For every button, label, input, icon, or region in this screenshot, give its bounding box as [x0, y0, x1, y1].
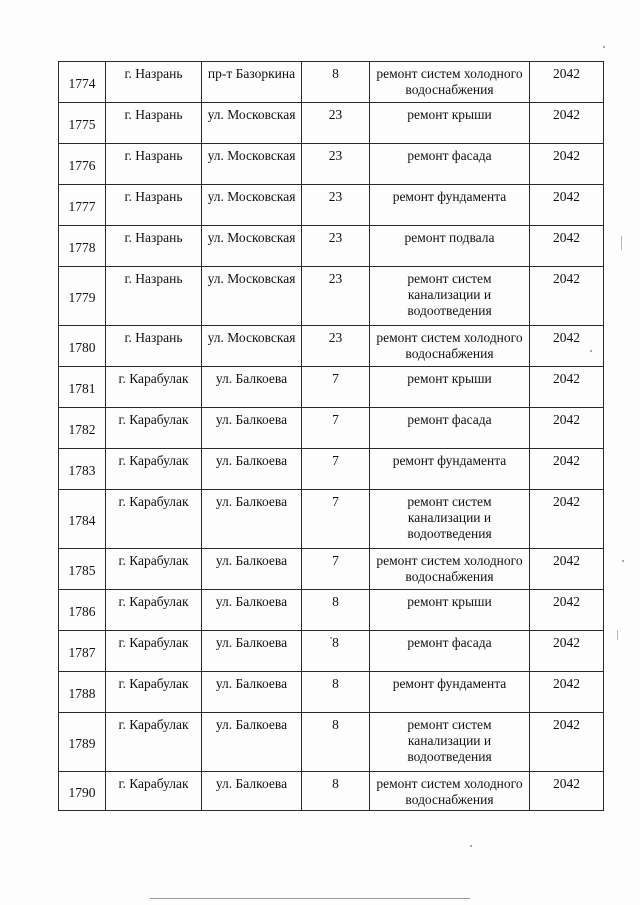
- street-cell: ул. Балкоева: [202, 549, 302, 590]
- street-cell: ул. Балкоева: [202, 672, 302, 713]
- table-row: [59, 772, 604, 811]
- row-number: 1780: [59, 326, 106, 367]
- house-number-cell: 7: [302, 490, 370, 549]
- street-cell: ул. Балкоева: [202, 367, 302, 408]
- city-cell: г. Назрань: [106, 62, 202, 103]
- city-cell: г. Карабулак: [106, 590, 202, 631]
- scan-bottom-edge: [150, 898, 470, 899]
- scan-speck: [590, 350, 592, 352]
- work-type-cell: ремонт крыши: [370, 103, 530, 144]
- house-number-cell: 7: [302, 449, 370, 490]
- row-number: 1782: [59, 408, 106, 449]
- house-number-cell: 23: [302, 185, 370, 226]
- scan-speck: [622, 560, 624, 562]
- row-number: 1784: [59, 490, 106, 549]
- house-number-cell: 23: [302, 103, 370, 144]
- street-cell: ул. Балкоева: [202, 590, 302, 631]
- table-row: [59, 449, 604, 490]
- city-cell: г. Назрань: [106, 267, 202, 326]
- work-type-cell: ремонт крыши: [370, 367, 530, 408]
- year-cell: 2042: [530, 713, 604, 772]
- street-cell: ул. Балкоева: [202, 449, 302, 490]
- year-cell: 2042: [530, 185, 604, 226]
- scan-speck: [470, 845, 472, 847]
- table-row: [59, 713, 604, 772]
- year-cell: 2042: [530, 590, 604, 631]
- table-row: [59, 490, 604, 549]
- city-cell: г. Карабулак: [106, 772, 202, 811]
- work-type-cell: ремонт систем холодного водоснабжения: [370, 772, 530, 811]
- house-number-cell: 8: [302, 590, 370, 631]
- row-number: 1781: [59, 367, 106, 408]
- row-number: 1777: [59, 185, 106, 226]
- work-type-cell: ремонт фундамента: [370, 672, 530, 713]
- house-number-cell: 8: [302, 62, 370, 103]
- work-type-cell: ремонт систем холодного водоснабжения: [370, 549, 530, 590]
- year-cell: 2042: [530, 490, 604, 549]
- work-type-cell: ремонт систем канализации и водоотведения: [370, 267, 530, 326]
- work-type-cell: ремонт фасада: [370, 631, 530, 672]
- street-cell: ул. Московская: [202, 144, 302, 185]
- city-cell: г. Назрань: [106, 144, 202, 185]
- row-number: 1783: [59, 449, 106, 490]
- house-number-cell: 8: [302, 631, 370, 672]
- house-number-cell: 7: [302, 367, 370, 408]
- scan-edge-mark: [617, 630, 618, 640]
- year-cell: 2042: [530, 367, 604, 408]
- work-type-cell: ремонт фасада: [370, 144, 530, 185]
- street-cell: ул. Московская: [202, 326, 302, 367]
- year-cell: 2042: [530, 772, 604, 811]
- work-type-cell: ремонт систем холодного водоснабжения: [370, 62, 530, 103]
- house-number-cell: 23: [302, 144, 370, 185]
- table-row: [59, 226, 604, 267]
- work-type-cell: ремонт фундамента: [370, 185, 530, 226]
- city-cell: г. Назрань: [106, 103, 202, 144]
- house-number-cell: 7: [302, 408, 370, 449]
- table-row: [59, 103, 604, 144]
- street-cell: ул. Балкоева: [202, 713, 302, 772]
- house-number-cell: 23: [302, 326, 370, 367]
- year-cell: 2042: [530, 326, 604, 367]
- row-number: 1786: [59, 590, 106, 631]
- work-type-cell: ремонт подвала: [370, 226, 530, 267]
- row-number: 1775: [59, 103, 106, 144]
- row-number: 1787: [59, 631, 106, 672]
- row-number: 1790: [59, 772, 106, 811]
- house-number-cell: 8: [302, 672, 370, 713]
- scan-edge-mark: [621, 236, 622, 250]
- year-cell: 2042: [530, 62, 604, 103]
- year-cell: 2042: [530, 144, 604, 185]
- street-cell: пр-т Базоркина: [202, 62, 302, 103]
- house-number-cell: 8: [302, 713, 370, 772]
- city-cell: г. Карабулак: [106, 713, 202, 772]
- year-cell: 2042: [530, 672, 604, 713]
- row-number: 1776: [59, 144, 106, 185]
- row-number: 1789: [59, 713, 106, 772]
- table-body: [59, 62, 604, 811]
- table-row: [59, 408, 604, 449]
- table-row: [59, 326, 604, 367]
- street-cell: ул. Московская: [202, 226, 302, 267]
- row-number: 1788: [59, 672, 106, 713]
- street-cell: ул. Московская: [202, 103, 302, 144]
- scan-speck: [330, 637, 332, 639]
- city-cell: г. Назрань: [106, 326, 202, 367]
- house-number-cell: 23: [302, 267, 370, 326]
- table-row: [59, 549, 604, 590]
- work-type-cell: ремонт фундамента: [370, 449, 530, 490]
- year-cell: 2042: [530, 103, 604, 144]
- year-cell: 2042: [530, 267, 604, 326]
- city-cell: г. Карабулак: [106, 631, 202, 672]
- row-number: 1778: [59, 226, 106, 267]
- house-number-cell: 23: [302, 226, 370, 267]
- year-cell: 2042: [530, 226, 604, 267]
- table-row: [59, 590, 604, 631]
- street-cell: ул. Балкоева: [202, 490, 302, 549]
- street-cell: ул. Балкоева: [202, 772, 302, 811]
- street-cell: ул. Балкоева: [202, 408, 302, 449]
- work-type-cell: ремонт систем канализации и водоотведения: [370, 713, 530, 772]
- street-cell: ул. Московская: [202, 267, 302, 326]
- table-row: [59, 144, 604, 185]
- row-number: 1779: [59, 267, 106, 326]
- city-cell: г. Карабулак: [106, 449, 202, 490]
- city-cell: г. Карабулак: [106, 367, 202, 408]
- table-row: [59, 185, 604, 226]
- year-cell: 2042: [530, 549, 604, 590]
- table-row: [59, 62, 604, 103]
- city-cell: г. Назрань: [106, 185, 202, 226]
- year-cell: 2042: [530, 449, 604, 490]
- year-cell: 2042: [530, 408, 604, 449]
- street-cell: ул. Балкоева: [202, 631, 302, 672]
- work-type-cell: ремонт фасада: [370, 408, 530, 449]
- city-cell: г. Назрань: [106, 226, 202, 267]
- row-number: 1785: [59, 549, 106, 590]
- year-cell: 2042: [530, 631, 604, 672]
- city-cell: г. Карабулак: [106, 408, 202, 449]
- scan-speck: [603, 46, 605, 48]
- repair-schedule-table: [58, 61, 604, 811]
- table-row: [59, 267, 604, 326]
- table-row: [59, 367, 604, 408]
- work-type-cell: ремонт систем канализации и водоотведения: [370, 490, 530, 549]
- row-number: 1774: [59, 62, 106, 103]
- house-number-cell: 7: [302, 549, 370, 590]
- city-cell: г. Карабулак: [106, 672, 202, 713]
- work-type-cell: ремонт систем холодного водоснабжения: [370, 326, 530, 367]
- house-number-cell: 8: [302, 772, 370, 811]
- city-cell: г. Карабулак: [106, 549, 202, 590]
- table-row: [59, 672, 604, 713]
- city-cell: г. Карабулак: [106, 490, 202, 549]
- street-cell: ул. Московская: [202, 185, 302, 226]
- work-type-cell: ремонт крыши: [370, 590, 530, 631]
